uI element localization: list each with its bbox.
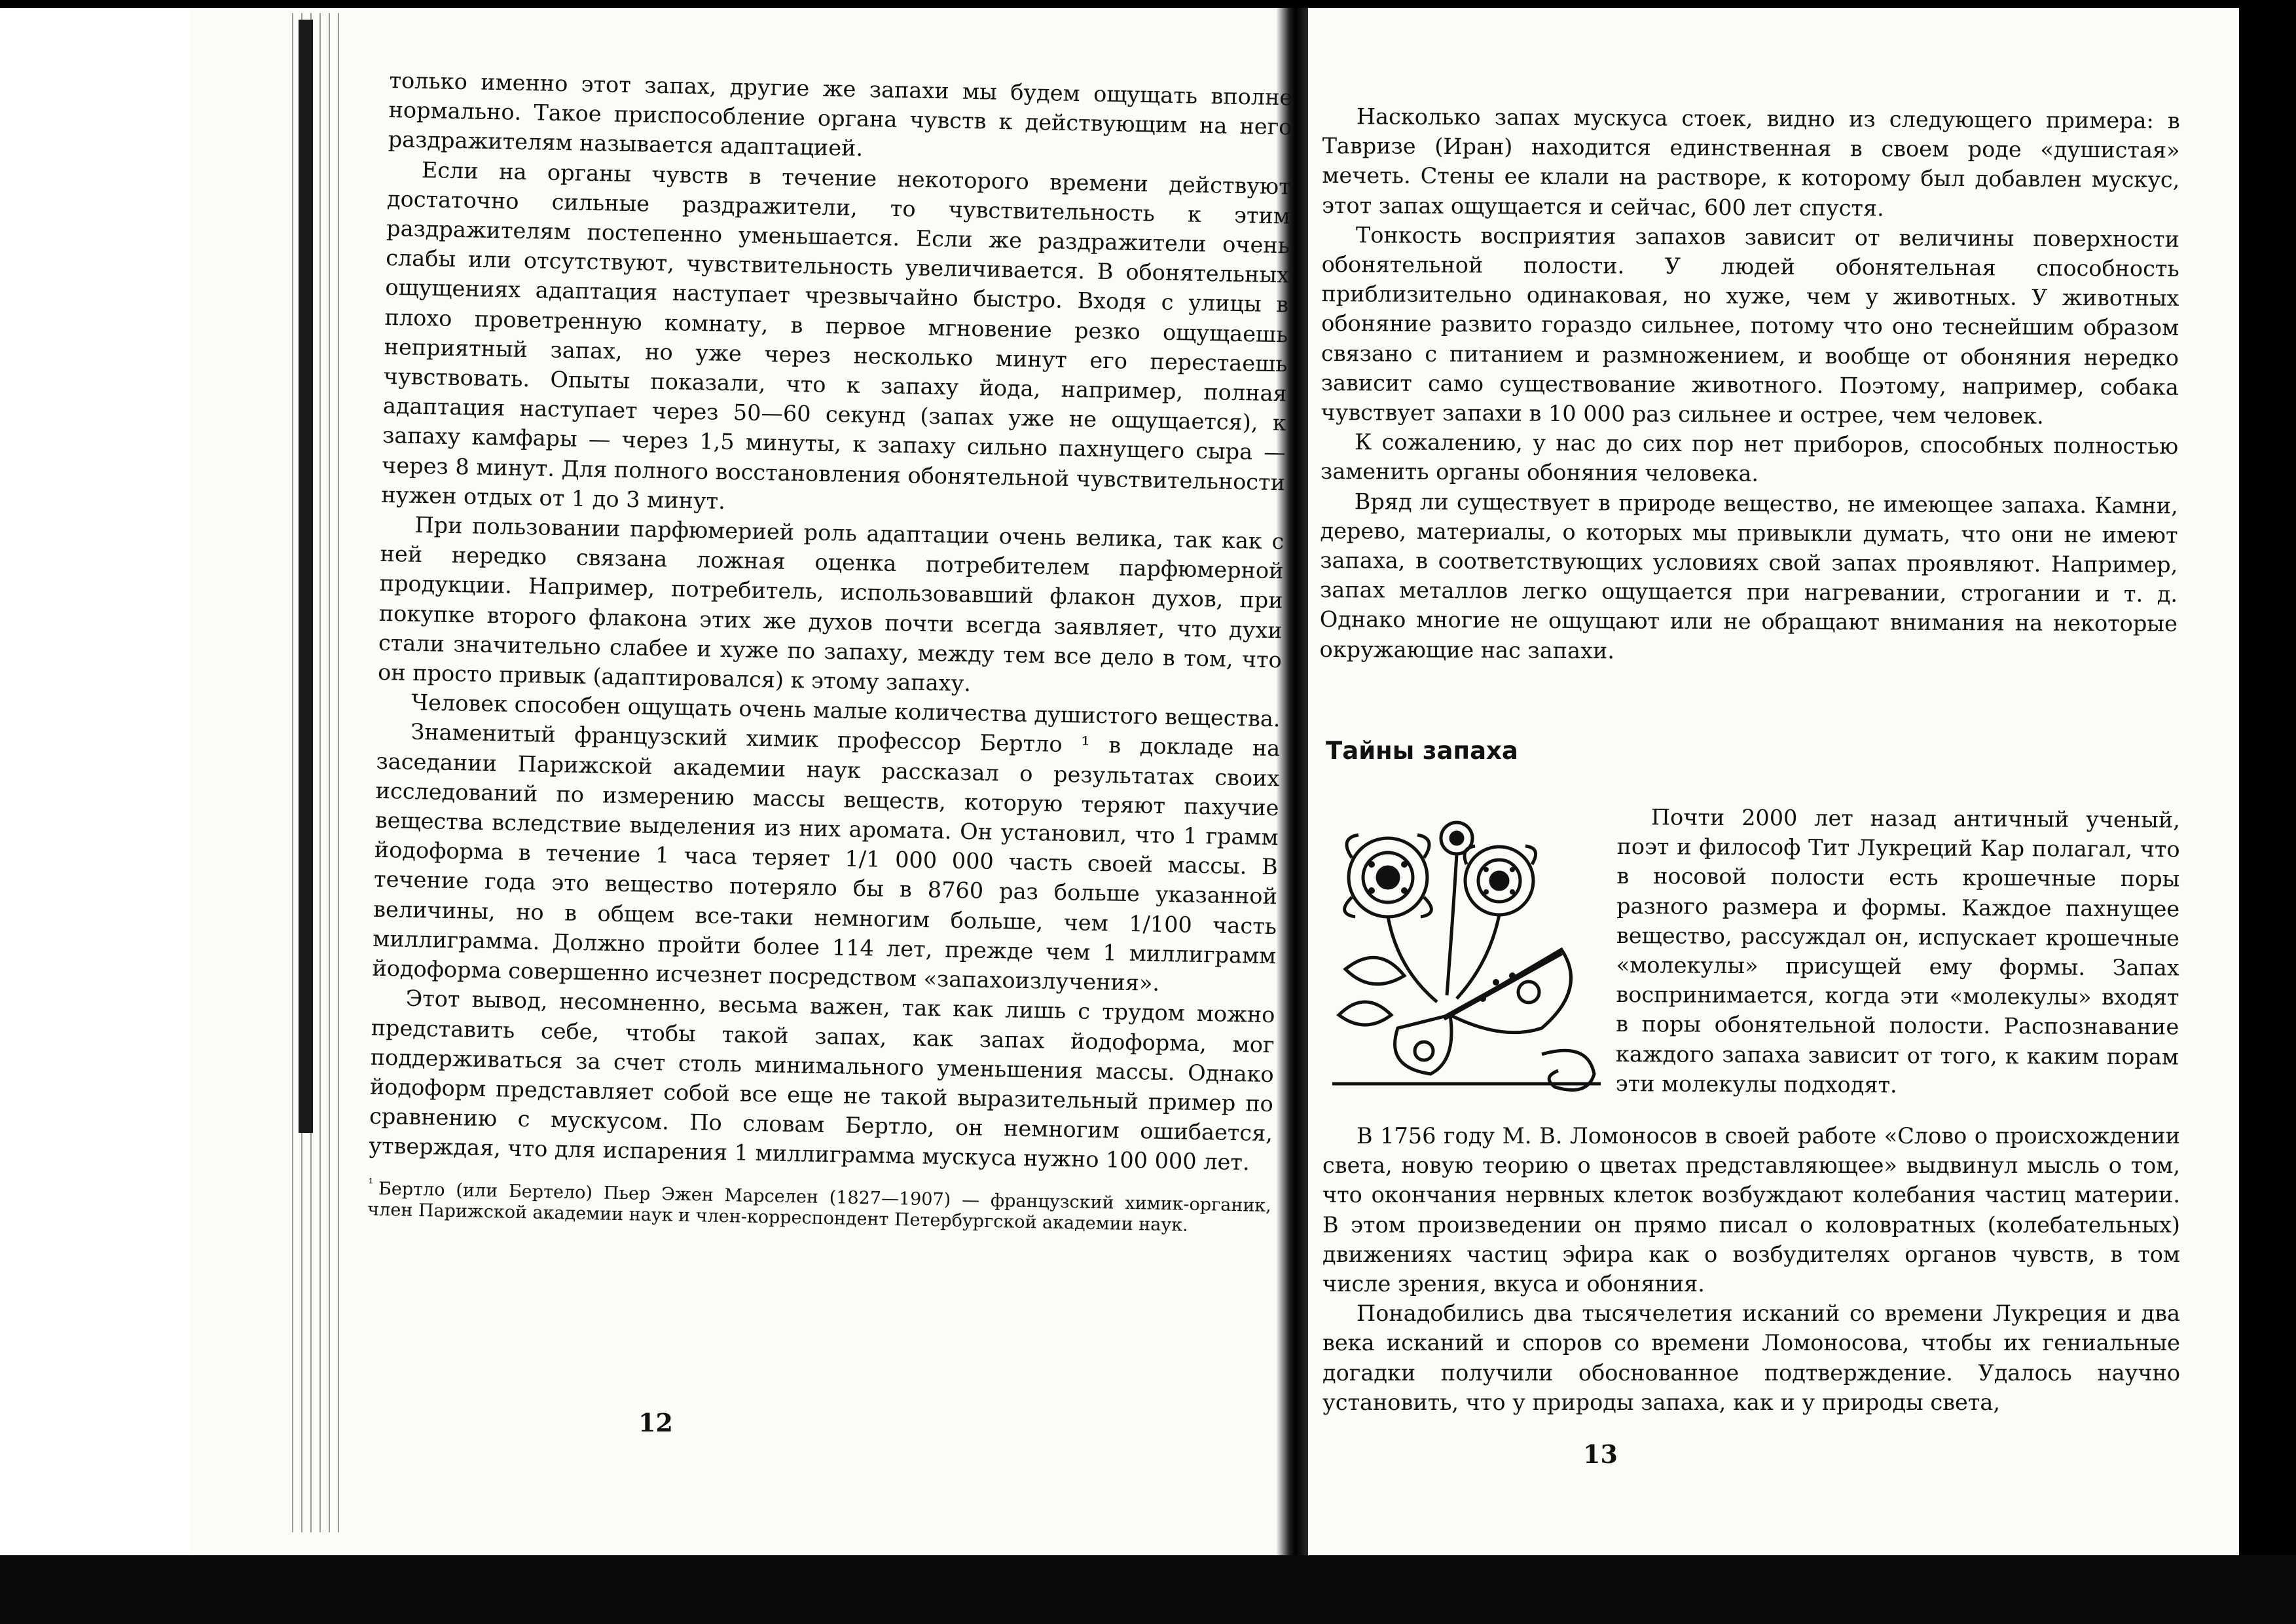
footnote-mark: ¹ — [368, 1175, 374, 1191]
section-heading: Тайны запаха — [1326, 737, 1518, 765]
paragraph: Понадобились два тысячелетия исканий со времени Лукреция и два века исканий и споров со времени Ломоносова, чтобы их гениальные догадки получили обоснованное подтверждение. Удалось научно установить, что у природы запаха, как и у природы света, — [1322, 1301, 2180, 1415]
binding-shadow — [299, 20, 313, 1133]
paragraph: При пользовании парфюмерией роль адаптации очень велика, так как с ней нередко связана ложная оценка потребителем парфюмерной продукции. Например, потребитель, использовавший флакон духов, при покупке второго флакона этих же духов почти всегда заявляет, что духи стали значительно слабее и хуже по запаху, между тем все дело в том, что он просто привык (адаптировался) к этому запаху. — [377, 511, 1285, 697]
paragraph: Знаменитый французский химик профессор Бертло ¹ в докладе на заседании Парижской академии наук рассказал о результатах своих исследований по измерению массы веществ, которую теряют пахучие вещества вследствие выделения из них аромата. Он установил, что 1 грамм йодоформа в течение 1 часа теряет 1/1 000 000 часть своей массы. В течение года это вещество потеряло бы в 8760 раз больше указанной величины, но в общем все-таки немногим больше, чем 1/100 часть миллиграмма. Должно пройти более 114 лет, прежде чем 1 миллиграмм йодоформа совершенно исчезнет посредством «запахоизлучения». — [372, 719, 1281, 996]
right-page-text-bottom — [1322, 1121, 2180, 1417]
footnote-text: Бертло (или Бертело) Пьер Эжен Марселен (1827—1907) — французский химик-органик, член Парижской академии наук и член-корреспондент Петербургской академии наук. — [367, 1178, 1272, 1236]
wrapped-paragraph — [1616, 802, 2180, 1101]
paragraph: Если на органы чувств в течение некоторого времени действуют достаточно сильные раздражители, то чувствительность к этим раздражителям постепенно уменьшается. Если же раздражители очень слабы или отсутствуют, чувствительность увеличивается. В обонятельных ощущениях адаптация наступает чрезвычайно быстро. Входя с улицы в плохо проветренную комнату, в первое мгновение резко ощущаешь неприятный запах, но уже через несколько минут его перестаешь чувствовать. Опыты показали, что к запаху йода, например, полная адаптация наступает через 50—60 секунд (запах уже не ощущается), к запаху камфары — через 1,5 минуты, к запаху сильно пахнущего сыра — через 8 минут. Для полного восстановления обонятельной чувствительности нужен отдых от 1 до 3 минут. — [381, 157, 1292, 514]
paragraph: В 1756 году М. В. Ломоносов в своей работе «Слово о происхождении света, новую теорию о цветах представляющее» выдвинул мысль о том, что окончания нервных клеток возбуждают колебания частиц материи. В этом произведении он прямо писал о коловратных (колебательных) движениях частиц эфира как о возбудителях органов чувств, в том числе зрения, вкуса и обоняния. — [1322, 1123, 2180, 1297]
paragraph: Вряд ли существует в природе вещество, не имеющее запаха. Камни, дерево, материалы, о которых мы привыкли думать, что они не имеют запаха, в соответствующих условиях свой запах проявляют. Например, запах металлов легко ощущается при нагревании, строгании и т. д. Однако многие не ощущают или не обращают внимания на некоторые окружающие нас запахи. — [1319, 488, 2178, 664]
scan-top-border — [0, 0, 2296, 8]
binding-edge — [288, 13, 347, 1532]
scan-bottom-border — [0, 1555, 2296, 1624]
paragraph: только именно этот запах, другие же запахи мы будем ощущать вполне нормально. Такое приспособление органа чувств к действующим на него раздражителям называется адаптацией. — [388, 67, 1293, 162]
paragraph: Насколько запах мускуса стоек, видно из следующего примера: в Тавризе (Иран) находится единственная в своем роде «душистая» мечеть. Стены ее клали на растворе, к которому был добавлен мускус, этот запах ощущается и сейчас, 600 лет спустя. — [1322, 103, 2180, 221]
paragraph: Человек способен ощущать очень малые количества душистого вещества. — [410, 690, 1281, 732]
paragraph: К сожалению, у нас до сих пор нет приборов, способных полностью заменить органы обоняния человека. — [1320, 429, 2179, 487]
paragraph: Этот вывод, несомненно, весьма важен, так как лишь с трудом можно представить себе, чтобы такой запах, как запах йодоформа, мог поддерживаться за счет столь минимального уменьшения массы. Однако йодоформ представляет собой все еще не такой выразительный пример по сравнению с мускусом. По словам Бертло, он немногим ошибается, утверждая, что для испарения 1 миллиграмма мускуса нужно 100 000 лет. — [368, 986, 1275, 1175]
paragraph: Почти 2000 лет назад античный ученый, поэт и философ Тит Лукреций Кар полагал, что в носовой полости есть крошечные поры разного размера и формы. Каждое пахнущее вещество, рассуждал он, испускает крошечные «молекулы» присущей ему формы. Запах воспринимается, когда эти «молекулы» входят в поры обонятельной полости. Распознавание каждого запаха зависит от того, к каким порам эти молекулы подходят. — [1615, 804, 2180, 1098]
left-page-text — [367, 65, 1293, 1238]
flowers-and-butterfly-icon — [1326, 819, 1614, 1100]
right-page-text-top — [1320, 101, 2180, 669]
paragraph: Тонкость восприятия запахов зависит от величины поверхности обонятельной полости. У людей обонятельная способность приблизительно одинаковая, но хуже, чем у животных. У животных обоняние развито гораздо сильнее, потому что оно теснейшим образом связано с питанием и размножением, и вообще от обоняния нередко зависит само существование животного. Поэтому, например, собака чувствует запахи в 10 000 раз сильнее и острее, чем человек. — [1321, 222, 2180, 429]
page-number-left: 12 — [638, 1408, 673, 1437]
page-number-right: 13 — [1583, 1439, 1618, 1469]
scan-right-border — [2239, 0, 2296, 1624]
